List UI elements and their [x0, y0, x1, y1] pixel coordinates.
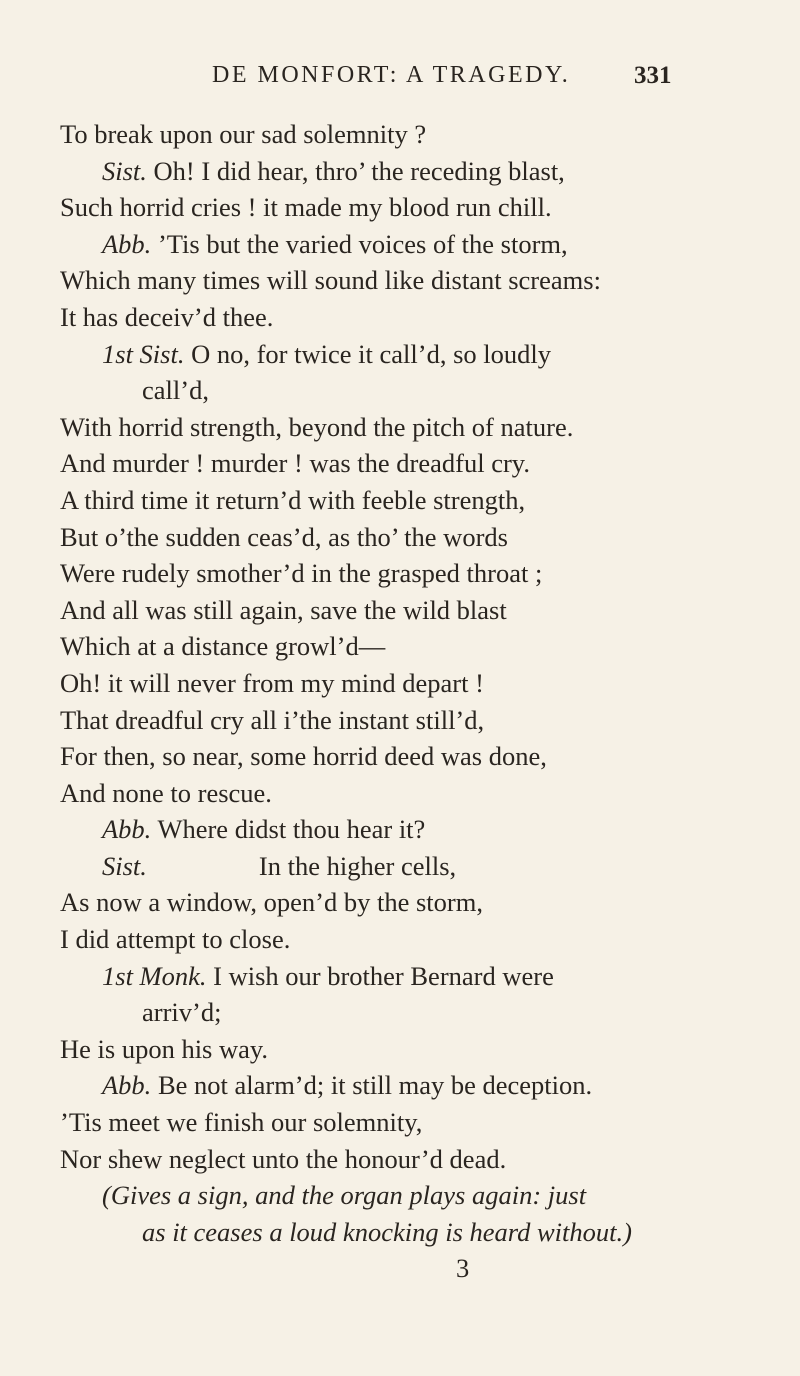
line-text: Which many times will sound like distant screams:	[60, 265, 601, 296]
line-text: A third time it return’d with feeble strength,	[60, 484, 526, 515]
verse-line	[60, 848, 760, 885]
verse-line	[60, 445, 760, 482]
verse-line	[60, 482, 760, 519]
verse-line	[60, 519, 760, 556]
verse-line	[60, 1141, 760, 1178]
line-text: As now a window, open’d by the storm,	[60, 887, 483, 918]
speaker-name: Sist.	[102, 155, 147, 186]
verse-line	[60, 592, 760, 629]
running-title: DE MONFORT: A TRAGEDY.	[212, 62, 571, 88]
line-text: But o’the sudden ceas’d, as tho’ the words	[60, 521, 508, 552]
line-text: Be not alarm’d; it still may be deception.	[151, 1070, 593, 1101]
verse-line	[60, 409, 760, 446]
speaker-name: Abb.	[102, 1070, 152, 1101]
verse-line	[60, 1067, 760, 1104]
speaker-name: 1st Sist.	[102, 338, 185, 369]
line-text: For then, so near, some horrid deed was done,	[60, 741, 547, 772]
line-text: And murder ! murder ! was the dreadful cry.	[60, 448, 530, 479]
line-text: call’d,	[142, 375, 209, 406]
verse-line	[60, 1031, 760, 1068]
line-text: Which at a distance growl’d—	[60, 631, 386, 662]
line-text: ’Tis meet we finish our solemnity,	[60, 1107, 423, 1138]
verse-line	[60, 738, 760, 775]
verse-line	[60, 958, 760, 995]
stage-direction-line	[60, 1177, 760, 1214]
page-number: 331	[634, 62, 672, 89]
verse-line	[60, 921, 760, 958]
line-text: Oh! it will never from my mind depart !	[60, 667, 484, 698]
printer-signature-mark: 3	[456, 1253, 470, 1283]
line-text: Where didst thou hear it?	[151, 814, 426, 845]
speaker-name: 1st Monk.	[102, 960, 207, 991]
line-text: That dreadful cry all i’the instant still’d,	[60, 704, 485, 735]
play-text	[60, 116, 760, 1250]
line-text: I wish our brother Bernard were	[206, 960, 554, 991]
line-text: And all was still again, save the wild blast	[60, 594, 507, 625]
verse-line	[60, 702, 760, 739]
line-text: O no, for twice it call’d, so loudly	[184, 338, 551, 369]
verse-line	[60, 189, 760, 226]
verse-line	[60, 628, 760, 665]
line-text: Such horrid cries ! it made my blood run chill.	[60, 192, 552, 223]
verse-line	[60, 555, 760, 592]
verse-line	[60, 994, 760, 1031]
verse-line	[60, 336, 760, 373]
verse-line	[60, 226, 760, 263]
line-text: He is upon his way.	[60, 1033, 269, 1064]
line-text: ’Tis but the varied voices of the storm,	[151, 228, 568, 259]
line-text: Nor shew neglect unto the honour’d dead.	[60, 1143, 507, 1174]
line-text: With horrid strength, beyond the pitch of nature.	[60, 411, 574, 442]
verse-line	[60, 372, 760, 409]
verse-line	[60, 665, 760, 702]
line-text: It has deceiv’d thee.	[60, 301, 274, 332]
verse-line	[60, 262, 760, 299]
speaker-name: Abb.	[102, 814, 152, 845]
verse-line	[60, 153, 760, 190]
line-text: Oh! I did hear, thro’ the receding blast,	[146, 155, 565, 186]
verse-line	[60, 884, 760, 921]
line-text: arriv’d;	[142, 997, 222, 1028]
stage-direction-line	[60, 1214, 760, 1251]
speaker-name: Abb.	[102, 228, 152, 259]
line-text: In the higher cells,	[258, 850, 457, 881]
page-header	[0, 62, 800, 96]
line-text: Were rudely smother’d in the grasped throat ;	[60, 558, 543, 589]
verse-line	[60, 299, 760, 336]
verse-line	[60, 775, 760, 812]
line-text: as it ceases a loud knocking is heard without.)	[142, 1216, 632, 1247]
line-text: And none to rescue.	[60, 777, 272, 808]
signature-block	[60, 1250, 760, 1287]
speaker-name: Sist.	[102, 850, 147, 881]
line-text: To break upon our sad solemnity ?	[60, 119, 427, 149]
verse-line	[60, 1104, 760, 1141]
verse-line	[60, 811, 760, 848]
line-text: I did attempt to close.	[60, 924, 291, 955]
verse-line	[60, 116, 760, 153]
line-text: (Gives a sign, and the organ plays again: just	[102, 1180, 587, 1211]
